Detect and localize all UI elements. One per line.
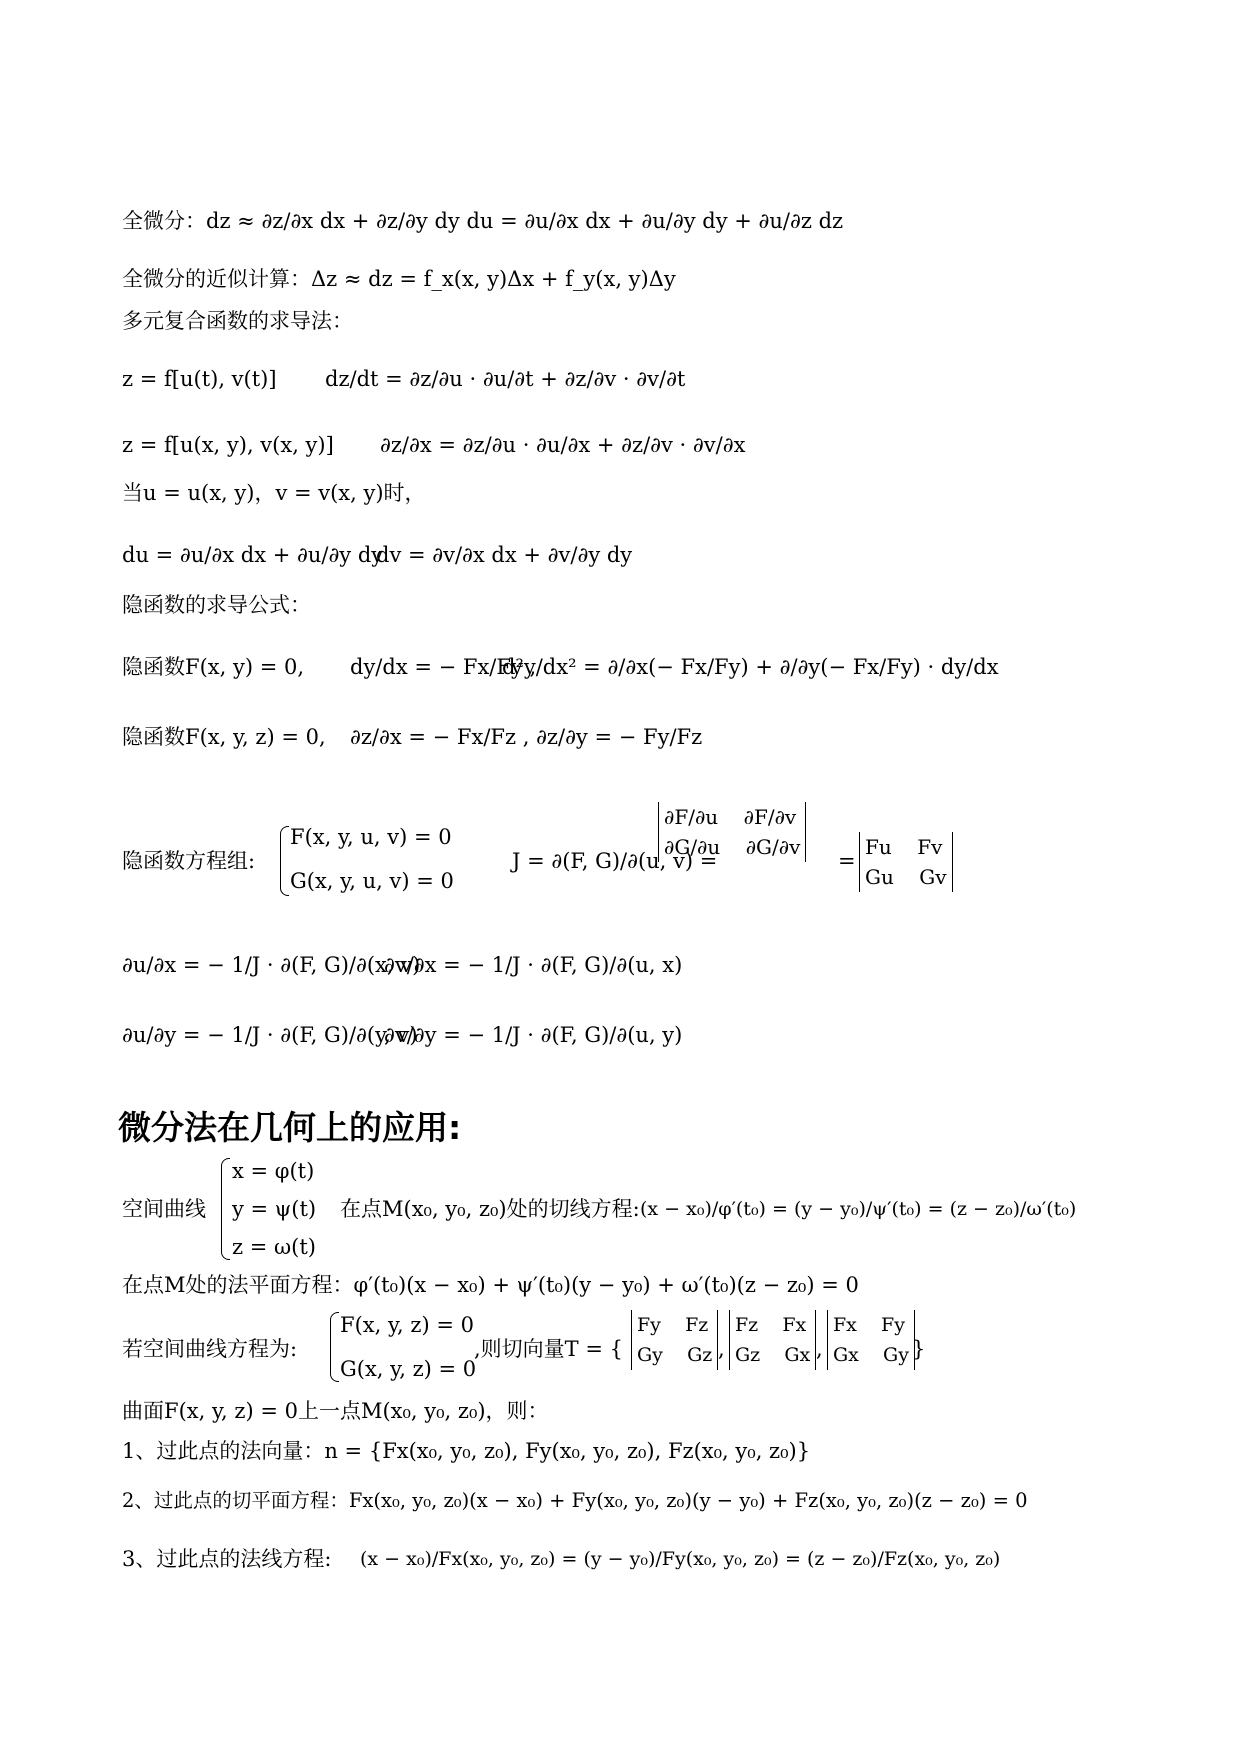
geo-curve-x: x = φ(t) bbox=[232, 1159, 315, 1183]
line-du: du = ∂u/∂x dx + ∂u/∂y dy bbox=[122, 543, 384, 567]
line-when: 当u = u(x, y)，v = v(x, y)时， bbox=[122, 481, 426, 505]
line-dv: dv = ∂v/∂x dx + ∂v/∂y dy bbox=[376, 543, 633, 567]
tangent-comma-1: , bbox=[718, 1337, 725, 1361]
geo-tangent-vector: ,则切向量T = { bbox=[474, 1337, 623, 1361]
geo-tangent-plane: 2、过此点的切平面方程：Fx(x₀, y₀, z₀)(x − x₀) + Fy(x₀, y₀, z₀)(y − y₀) + Fz(x₀, y₀, z₀)(z − z₀) = 0 bbox=[122, 1489, 1028, 1512]
geo-tangent-eq: (x − x₀)/φ′(t₀) = (y − y₀)/ψ′(t₀) = (z − z₀)/ω′(t₀) bbox=[640, 1198, 1077, 1220]
geo-curve-z: z = ω(t) bbox=[232, 1235, 316, 1259]
line-implicit-2b: ∂z/∂x = − Fx/Fz , ∂z/∂y = − Fy/Fz bbox=[350, 725, 703, 749]
line-system-eq1: F(x, y, u, v) = 0 bbox=[290, 825, 452, 849]
line-system-label: 隐函数方程组: bbox=[122, 849, 256, 873]
jacobian-det-short: Fu Fv Gu Gv bbox=[859, 832, 953, 892]
tangent-det-2: Fz Fx Gz Gx bbox=[729, 1310, 816, 1370]
line-chain-1b: dz/dt = ∂z/∂u · ∂u/∂t + ∂z/∂v · ∂v/∂t bbox=[325, 367, 686, 391]
line-chain-2b: ∂z/∂x = ∂z/∂u · ∂u/∂x + ∂z/∂v · ∂v/∂x bbox=[380, 433, 746, 457]
geo-system-eq2: G(x, y, z) = 0 bbox=[340, 1357, 477, 1381]
curve-brace bbox=[221, 1158, 230, 1260]
geo-tangent-label: 在点M(x₀, y₀, z₀)处的切线方程: bbox=[340, 1197, 640, 1221]
geo-system-label: 若空间曲线方程为: bbox=[122, 1337, 298, 1361]
geo-curve-label: 空间曲线 bbox=[122, 1197, 206, 1221]
jacobian-det-partials: ∂F/∂u ∂F/∂v ∂G/∂u ∂G/∂v bbox=[658, 802, 806, 862]
system-brace bbox=[280, 826, 289, 896]
tangent-comma-2: , bbox=[816, 1337, 823, 1361]
line-composite-title: 多元复合函数的求导法： bbox=[122, 309, 353, 333]
line-implicit-title: 隐函数的求导公式： bbox=[122, 593, 311, 617]
geo-surface: 曲面F(x, y, z) = 0上一点M(x₀, y₀, z₀)，则： bbox=[122, 1399, 549, 1423]
geo-normal-plane: 在点M处的法平面方程：φ′(t₀)(x − x₀) + ψ′(t₀)(y − y₀) + ω′(t₀)(z − z₀) = 0 bbox=[122, 1273, 859, 1297]
line-total-differential: 全微分：dz ≈ ∂z/∂x dx + ∂z/∂y dy du = ∂u/∂x dx + ∂u/∂y dy + ∂u/∂z dz bbox=[122, 209, 844, 233]
line-implicit-1c: d²y/dx² = ∂/∂x(− Fx/Fy) + ∂/∂y(− Fx/Fy) · dy/dx bbox=[502, 655, 999, 679]
line-chain-2a: z = f[u(x, y), v(x, y)] bbox=[122, 433, 334, 457]
line-implicit-1b: dy/dx = − Fx/Fy , bbox=[350, 655, 537, 679]
section-heading: 微分法在几何上的应用: bbox=[118, 1108, 462, 1147]
line-jacobian: J = ∂(F, G)/∂(u, v) = bbox=[512, 849, 718, 873]
jacobian-eq: = bbox=[838, 849, 856, 873]
line-implicit-1a: 隐函数F(x, y) = 0, bbox=[122, 655, 304, 679]
tangent-close: } bbox=[912, 1337, 926, 1361]
tangent-det-1: Fy Fz Gy Gz bbox=[631, 1310, 718, 1370]
line-partial-vx: ∂v/∂x = − 1/J · ∂(F, G)/∂(u, x) bbox=[384, 953, 683, 977]
line-implicit-2a: 隐函数F(x, y, z) = 0, bbox=[122, 725, 326, 749]
line-approx: 全微分的近似计算：Δz ≈ dz = f_x(x, y)Δx + f_y(x, y)Δy bbox=[122, 267, 676, 291]
line-system-eq2: G(x, y, u, v) = 0 bbox=[290, 869, 454, 893]
line-partial-uy: ∂u/∂y = − 1/J · ∂(F, G)/∂(y, v) bbox=[122, 1023, 418, 1047]
tangent-det-3: Fx Fy Gx Gy bbox=[827, 1310, 915, 1370]
line-partial-ux: ∂u/∂x = − 1/J · ∂(F, G)/∂(x, v) bbox=[122, 953, 421, 977]
geo-normal-vector: 1、过此点的法向量：n = {Fx(x₀, y₀, z₀), Fy(x₀, y₀, z₀), Fz(x₀, y₀, z₀)} bbox=[122, 1439, 811, 1463]
geo-system-eq1: F(x, y, z) = 0 bbox=[340, 1313, 474, 1337]
geo-normal-line-eq: (x − x₀)/Fx(x₀, y₀, z₀) = (y − y₀)/Fy(x₀, y₀, z₀) = (z − z₀)/Fz(x₀, y₀, z₀) bbox=[360, 1548, 1001, 1570]
geo-normal-line-label: 3、过此点的法线方程: bbox=[122, 1547, 332, 1571]
line-chain-1a: z = f[u(t), v(t)] bbox=[122, 367, 277, 391]
geo-system-brace bbox=[330, 1312, 339, 1382]
line-partial-vy: ∂v/∂y = − 1/J · ∂(F, G)/∂(u, y) bbox=[384, 1023, 683, 1047]
geo-curve-y: y = ψ(t) bbox=[232, 1197, 317, 1221]
